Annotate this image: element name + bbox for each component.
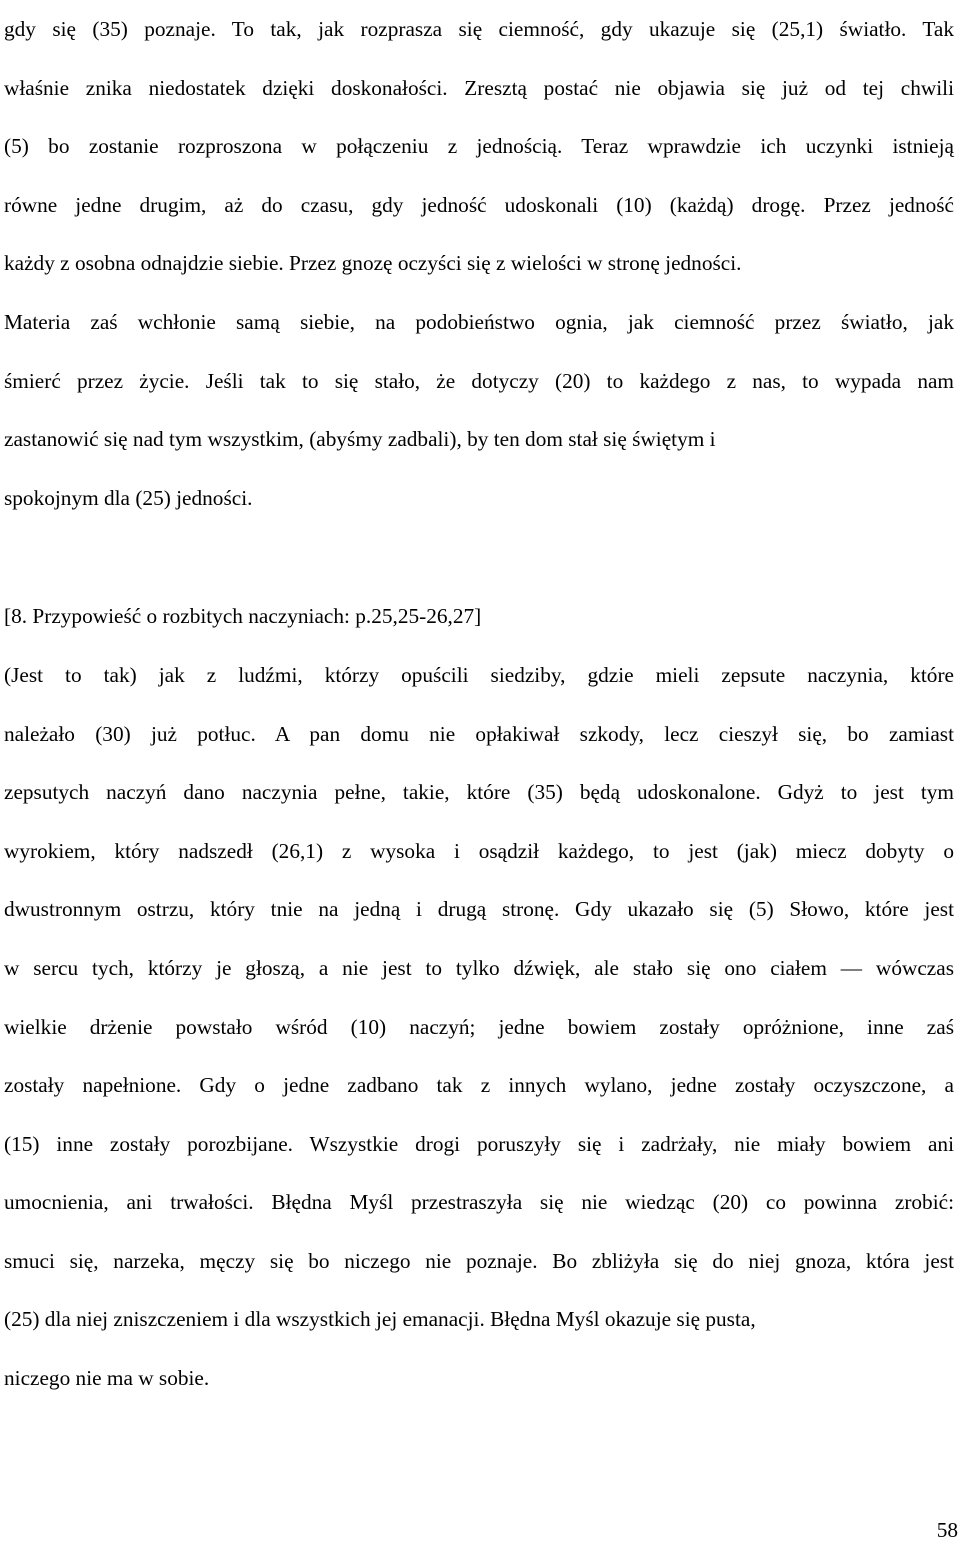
page-content	[4, 0, 954, 1408]
text-line: wielkie drżenie powstało wśród (10) naczyń; jedne bowiem zostały opróżnione, inne zaś	[4, 1014, 954, 1039]
text-line: śmierć przez życie. Jeśli tak to się stało, że dotyczy (20) to każdego z nas, to wypada nam	[4, 368, 954, 393]
text-line: właśnie znika niedostatek dzięki doskonałości. Zresztą postać nie objawia się już od tej chwili	[4, 75, 954, 100]
text-line: smuci się, narzeka, męczy się bo niczego nie poznaje. Bo zbliżyła się do niej gnoza, która jest	[4, 1248, 954, 1273]
paragraph-gap	[4, 527, 954, 587]
text-line: (15) inne zostały porozbijane. Wszystkie drogi poruszyły się i zadrżały, nie miały bowiem ani	[4, 1131, 954, 1156]
text-line: zostały napełnione. Gdy o jedne zadbano tak z innych wylano, jedne zostały oczyszczone, a	[4, 1073, 954, 1098]
text-line: spokojnym dla (25) jedności.	[4, 485, 253, 510]
text-line: zepsutych naczyń dano naczynia pełne, takie, które (35) będą udoskonalone. Gdyż to jest tym	[4, 780, 954, 805]
text-line: należało (30) już potłuc. A pan domu nie opłakiwał szkody, lecz cieszył się, bo zamiast	[4, 721, 954, 746]
text-line: (25) dla niej zniszczeniem i dla wszystkich jej emanacji. Błędna Myśl okazuje się pusta,	[4, 1307, 756, 1332]
text-line: umocnienia, ani trwałości. Błędna Myśl przestraszyła się nie wiedząc (20) co powinna zrobić:	[4, 1190, 954, 1215]
text-line: równe jedne drugim, aż do czasu, gdy jedność udoskonali (10) (każdą) drogę. Przez jedność	[4, 192, 954, 217]
text-line: gdy się (35) poznaje. To tak, jak rozprasza się ciemność, gdy ukazuje się (25,1) światło. Tak	[4, 17, 954, 41]
text-line: niczego nie ma w sobie.	[4, 1366, 210, 1391]
text-line: (Jest to tak) jak z ludźmi, którzy opuścili siedziby, gdzie mieli zepsute naczynia, które	[4, 662, 954, 687]
text-line: Materia zaś wchłonie samą siebie, na podobieństwo ognia, jak ciemność przez światło, jak	[4, 309, 954, 334]
page-number: 58	[936, 1518, 958, 1542]
text-line: wyrokiem, który nadszedł (26,1) z wysoka i osądził każdego, to jest (jak) miecz dobyty o	[4, 838, 954, 863]
paragraph-1	[4, 0, 954, 527]
text-line: zastanowić się nad tym wszystkim, (abyśmy zadbali), by ten dom stał się świętym i	[4, 427, 716, 452]
section-heading: [8. Przypowieść o rozbitych naczyniach: p.25,25-26,27]	[4, 604, 482, 629]
text-line: dwustronnym ostrzu, który tnie na jedną i drugą stronę. Gdy ukazało się (5) Słowo, które jest	[4, 897, 954, 922]
text-line: w sercu tych, którzy je głoszą, a nie jest to tylko dźwięk, ale stało się ono ciałem — wówczas	[4, 955, 954, 980]
text-line: (5) bo zostanie rozproszona w połączeniu z jednością. Teraz wprawdzie ich uczynki istnieją	[4, 134, 954, 159]
text-line: każdy z osobna odnajdzie siebie. Przez gnozę oczyści się z wielości w stronę jedności.	[4, 251, 742, 276]
paragraph-2	[4, 587, 954, 1407]
